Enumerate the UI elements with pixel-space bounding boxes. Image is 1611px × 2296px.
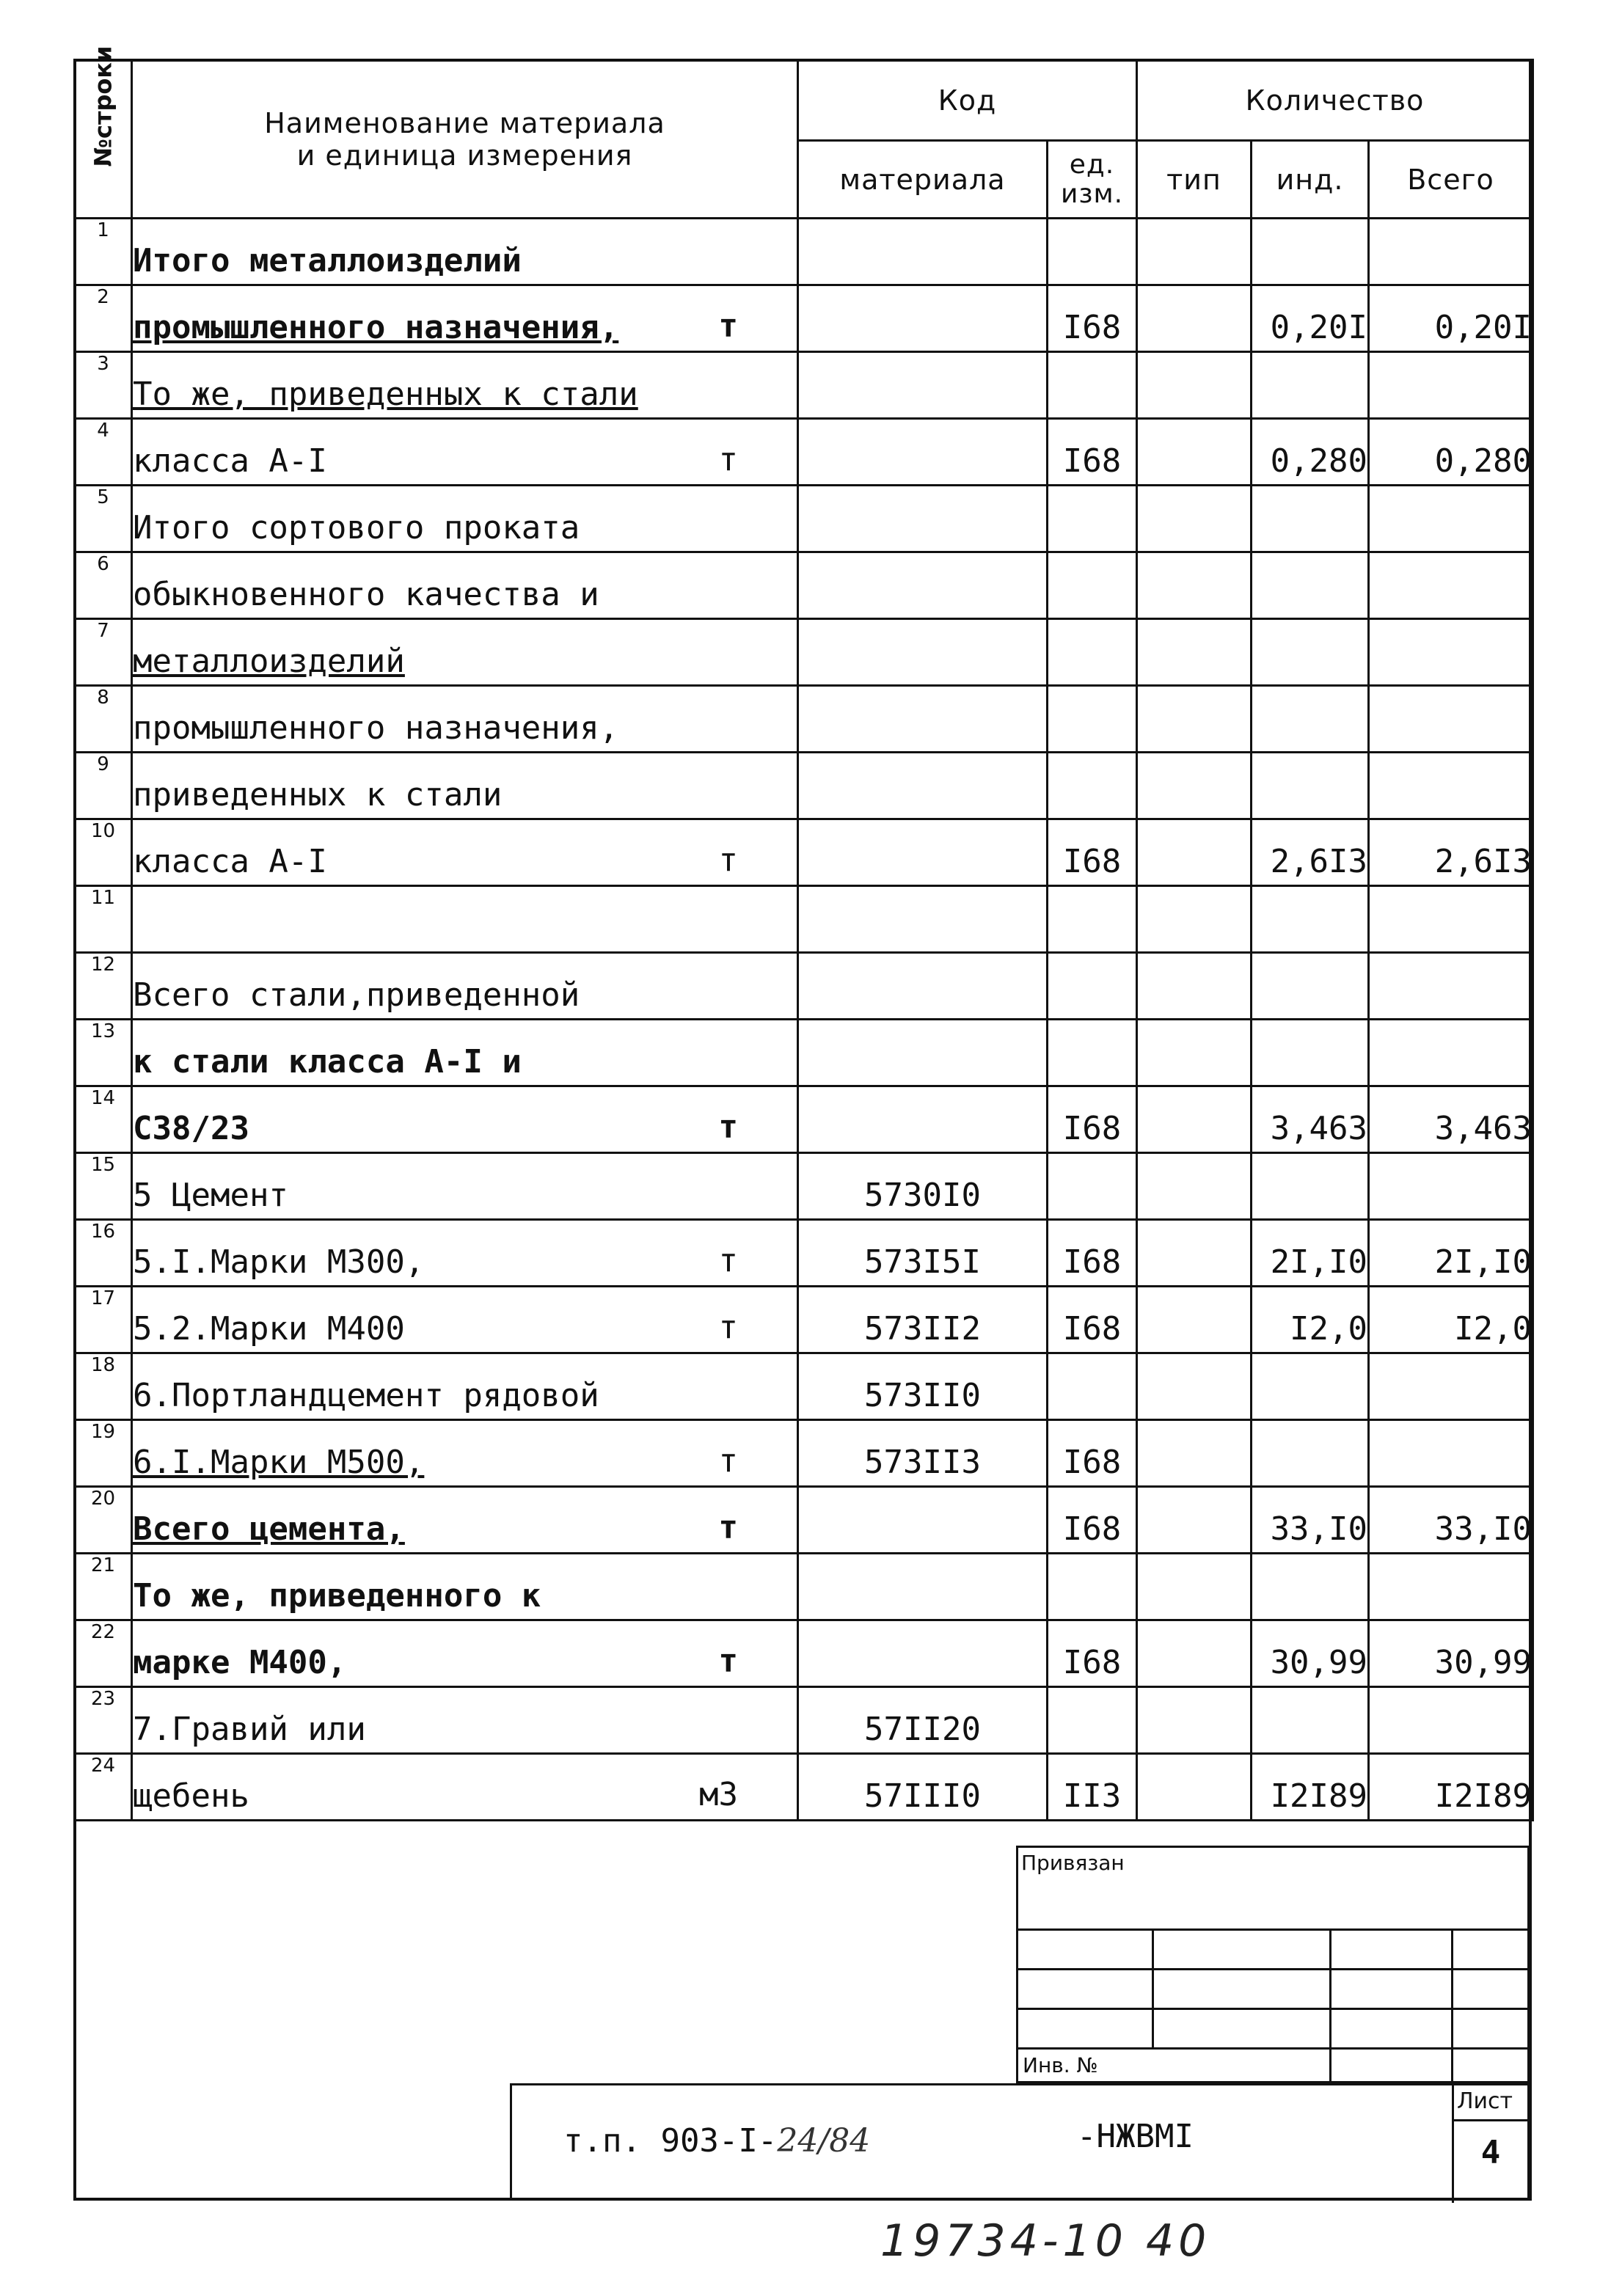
unit-symbol: т bbox=[718, 307, 738, 345]
unit-code bbox=[1048, 1353, 1137, 1420]
material-name: С38/23 bbox=[133, 1110, 249, 1147]
material-code bbox=[798, 686, 1048, 753]
total-qty bbox=[1369, 1420, 1533, 1487]
ind-qty: 2,6I3 bbox=[1252, 819, 1369, 886]
material-code bbox=[798, 886, 1048, 953]
type-qty bbox=[1137, 619, 1252, 686]
table-row bbox=[75, 953, 1533, 1020]
ind-qty bbox=[1252, 1420, 1369, 1487]
ind-qty: 3,463 bbox=[1252, 1086, 1369, 1153]
table-row bbox=[75, 1687, 1533, 1754]
type-qty bbox=[1137, 1620, 1252, 1687]
row-number: 1 bbox=[75, 219, 132, 285]
table-row bbox=[75, 1487, 1533, 1554]
table-row bbox=[75, 552, 1533, 619]
material-name: Всего стали,приведенной bbox=[133, 976, 580, 1014]
material-name: 7.Гравий или bbox=[133, 1711, 366, 1748]
material-name: обыкновенного качества и bbox=[133, 576, 599, 613]
ind-qty: 0,280 bbox=[1252, 419, 1369, 486]
table-row bbox=[75, 1420, 1533, 1487]
row-number: 22 bbox=[75, 1620, 132, 1687]
material-code: 57III0 bbox=[798, 1754, 1048, 1821]
material-name-cell bbox=[132, 486, 798, 552]
total-qty: 30,99 bbox=[1369, 1620, 1533, 1687]
material-name-cell bbox=[132, 1220, 798, 1287]
sheet-number: 4 bbox=[1480, 2134, 1501, 2171]
material-code bbox=[798, 285, 1048, 352]
type-qty bbox=[1137, 1353, 1252, 1420]
table-row bbox=[75, 1086, 1533, 1153]
material-name: То же, приведенного к bbox=[133, 1577, 541, 1615]
type-qty bbox=[1137, 686, 1252, 753]
material-name: 5.I.Марки М300, bbox=[133, 1243, 425, 1281]
material-name: щебень bbox=[133, 1777, 249, 1815]
material-code bbox=[798, 1620, 1048, 1687]
material-name-cell bbox=[132, 1353, 798, 1420]
table-row bbox=[75, 1287, 1533, 1353]
material-name: Итого металлоизделий bbox=[133, 242, 522, 279]
document-mark: -НЖВМI bbox=[1077, 2118, 1194, 2155]
ind-qty bbox=[1252, 686, 1369, 753]
material-name: к стали класса А-I и bbox=[133, 1043, 522, 1081]
material-code: 573I5I bbox=[798, 1220, 1048, 1287]
table-row bbox=[75, 1020, 1533, 1086]
material-name: 5 Цемент bbox=[133, 1177, 288, 1214]
material-code: 5730I0 bbox=[798, 1153, 1048, 1220]
material-name: класса А-I bbox=[133, 442, 327, 480]
material-name-cell bbox=[132, 352, 798, 419]
material-code bbox=[798, 1554, 1048, 1620]
unit-code bbox=[1048, 619, 1137, 686]
unit-symbol: т bbox=[718, 841, 738, 879]
unit-code bbox=[1048, 219, 1137, 285]
material-name-cell bbox=[132, 219, 798, 285]
row-number: 15 bbox=[75, 1153, 132, 1220]
ind-qty bbox=[1252, 486, 1369, 552]
material-code bbox=[798, 352, 1048, 419]
table-row bbox=[75, 619, 1533, 686]
total-qty bbox=[1369, 219, 1533, 285]
material-code bbox=[798, 419, 1048, 486]
type-qty bbox=[1137, 486, 1252, 552]
table-header bbox=[75, 45, 1533, 219]
type-qty bbox=[1137, 1420, 1252, 1487]
ind-qty bbox=[1252, 753, 1369, 819]
material-code: 57II20 bbox=[798, 1687, 1048, 1754]
row-number: 20 bbox=[75, 1487, 132, 1554]
type-qty bbox=[1137, 1754, 1252, 1821]
unit-symbol: т bbox=[718, 1642, 738, 1680]
unit-code bbox=[1048, 552, 1137, 619]
material-name: 6.I.Марки М500, bbox=[133, 1444, 425, 1481]
row-number: 6 bbox=[75, 552, 132, 619]
type-qty bbox=[1137, 1020, 1252, 1086]
material-code bbox=[798, 619, 1048, 686]
unit-code bbox=[1048, 753, 1137, 819]
ind-qty bbox=[1252, 1020, 1369, 1086]
ind-qty bbox=[1252, 1554, 1369, 1620]
unit-code bbox=[1048, 953, 1137, 1020]
material-name-cell bbox=[132, 753, 798, 819]
table-row bbox=[75, 1754, 1533, 1821]
material-name-cell bbox=[132, 953, 798, 1020]
material-code-header: материала bbox=[798, 141, 1048, 219]
unit-code bbox=[1048, 1020, 1137, 1086]
total-qty: 2I,I0 bbox=[1369, 1220, 1533, 1287]
material-name-cell bbox=[132, 1153, 798, 1220]
document-code: т.п. 903-I-24/84 bbox=[563, 2122, 871, 2160]
table-row bbox=[75, 352, 1533, 419]
unit-symbol: т bbox=[718, 1442, 738, 1480]
unit-code: I68 bbox=[1048, 285, 1137, 352]
unit-symbol: т bbox=[718, 1242, 738, 1279]
unit-symbol: т bbox=[718, 1108, 738, 1146]
materials-table bbox=[73, 45, 1534, 1821]
unit-code: I68 bbox=[1048, 1287, 1137, 1353]
name-header: Наименование материала и единица измерения bbox=[132, 60, 798, 219]
material-name-cell bbox=[132, 819, 798, 886]
ind-qty: 33,I0 bbox=[1252, 1487, 1369, 1554]
unit-symbol: т bbox=[718, 1309, 738, 1346]
unit-code bbox=[1048, 486, 1137, 552]
material-name: То же, приведенных к стали bbox=[133, 376, 638, 413]
ind-qty bbox=[1252, 953, 1369, 1020]
material-name: Итого сортового проката bbox=[133, 509, 580, 546]
table-row bbox=[75, 886, 1533, 953]
table-row bbox=[75, 285, 1533, 352]
bound-label: Привязан bbox=[1021, 1851, 1125, 1875]
table-row bbox=[75, 486, 1533, 552]
material-code bbox=[798, 753, 1048, 819]
ind-qty bbox=[1252, 552, 1369, 619]
total-qty: I2I89 bbox=[1369, 1754, 1533, 1821]
type-qty bbox=[1137, 352, 1252, 419]
material-code bbox=[798, 1020, 1048, 1086]
material-code bbox=[798, 552, 1048, 619]
type-qty bbox=[1137, 953, 1252, 1020]
total-qty bbox=[1369, 619, 1533, 686]
material-code: 573II3 bbox=[798, 1420, 1048, 1487]
total-qty bbox=[1369, 552, 1533, 619]
row-number: 18 bbox=[75, 1353, 132, 1420]
material-name-cell bbox=[132, 619, 798, 686]
table-row bbox=[75, 1220, 1533, 1287]
ind-qty bbox=[1252, 1353, 1369, 1420]
table-row bbox=[75, 1620, 1533, 1687]
ind-qty: 0,20I bbox=[1252, 285, 1369, 352]
material-name-cell bbox=[132, 1487, 798, 1554]
ind-header: инд. bbox=[1252, 141, 1369, 219]
material-name-cell bbox=[132, 1554, 798, 1620]
table-row bbox=[75, 686, 1533, 753]
unit-symbol: м3 bbox=[699, 1776, 738, 1813]
table-row bbox=[75, 419, 1533, 486]
material-name: 6.Портландцемент рядовой bbox=[133, 1377, 599, 1414]
type-qty bbox=[1137, 219, 1252, 285]
row-number: 7 bbox=[75, 619, 132, 686]
type-qty bbox=[1137, 1153, 1252, 1220]
row-number: 9 bbox=[75, 753, 132, 819]
archive-number: 19734-10 40 bbox=[880, 2215, 1211, 2267]
material-name: промышленного назначения, bbox=[133, 309, 619, 346]
total-qty bbox=[1369, 886, 1533, 953]
total-qty: 3,463 bbox=[1369, 1086, 1533, 1153]
unit-code: I68 bbox=[1048, 1487, 1137, 1554]
unit-code: I68 bbox=[1048, 1220, 1137, 1287]
material-name: марке М400, bbox=[133, 1644, 347, 1681]
ind-qty: I2,0 bbox=[1252, 1287, 1369, 1353]
total-qty: I2,0 bbox=[1369, 1287, 1533, 1353]
total-qty bbox=[1369, 1153, 1533, 1220]
material-name-cell bbox=[132, 1754, 798, 1821]
ind-qty: 30,99 bbox=[1252, 1620, 1369, 1687]
type-qty bbox=[1137, 419, 1252, 486]
ind-qty bbox=[1252, 619, 1369, 686]
material-code bbox=[798, 953, 1048, 1020]
material-name-cell bbox=[132, 285, 798, 352]
table-row bbox=[75, 1353, 1533, 1420]
row-number: 10 bbox=[75, 819, 132, 886]
material-code bbox=[798, 819, 1048, 886]
unit-code bbox=[1048, 1554, 1137, 1620]
material-name-cell bbox=[132, 1420, 798, 1487]
total-header: Всего bbox=[1369, 141, 1533, 219]
material-name-cell bbox=[132, 1620, 798, 1687]
row-number: 23 bbox=[75, 1687, 132, 1754]
binding-stamp bbox=[1016, 1846, 1530, 2083]
unit-header: ед. изм. bbox=[1048, 141, 1137, 219]
table-row bbox=[75, 753, 1533, 819]
unit-code: I68 bbox=[1048, 1620, 1137, 1687]
row-number: 8 bbox=[75, 686, 132, 753]
unit-code bbox=[1048, 1687, 1137, 1754]
unit-code: I68 bbox=[1048, 1420, 1137, 1487]
total-qty: 0,280 bbox=[1369, 419, 1533, 486]
inventory-label: Инв. № bbox=[1023, 2053, 1098, 2077]
table-body bbox=[75, 219, 1533, 1821]
material-name: металлоизделий bbox=[133, 643, 405, 680]
unit-code bbox=[1048, 686, 1137, 753]
unit-code: I68 bbox=[1048, 1086, 1137, 1153]
unit-code: I68 bbox=[1048, 419, 1137, 486]
row-number: 3 bbox=[75, 352, 132, 419]
material-code: 573II2 bbox=[798, 1287, 1048, 1353]
material-name-cell bbox=[132, 1086, 798, 1153]
total-qty bbox=[1369, 953, 1533, 1020]
total-qty bbox=[1369, 1020, 1533, 1086]
material-name: 5.2.Марки М400 bbox=[133, 1310, 405, 1348]
type-qty bbox=[1137, 1220, 1252, 1287]
type-qty bbox=[1137, 1554, 1252, 1620]
row-number: 14 bbox=[75, 1086, 132, 1153]
ind-qty bbox=[1252, 219, 1369, 285]
total-qty bbox=[1369, 686, 1533, 753]
unit-code bbox=[1048, 886, 1137, 953]
material-name-cell bbox=[132, 1020, 798, 1086]
material-code bbox=[798, 486, 1048, 552]
material-name: промышленного назначения, bbox=[133, 709, 619, 747]
material-code: 573II0 bbox=[798, 1353, 1048, 1420]
material-code bbox=[798, 1487, 1048, 1554]
material-name: Всего цемента, bbox=[133, 1510, 405, 1548]
row-number: 12 bbox=[75, 953, 132, 1020]
sheet-label: Лист bbox=[1457, 2088, 1513, 2114]
material-name: класса А-I bbox=[133, 843, 327, 880]
row-number: 13 bbox=[75, 1020, 132, 1086]
ind-qty bbox=[1252, 352, 1369, 419]
ind-qty bbox=[1252, 1153, 1369, 1220]
type-qty bbox=[1137, 1287, 1252, 1353]
row-number: 21 bbox=[75, 1554, 132, 1620]
ind-qty bbox=[1252, 1687, 1369, 1754]
unit-code bbox=[1048, 1153, 1137, 1220]
unit-code bbox=[1048, 352, 1137, 419]
ind-qty: 2I,I0 bbox=[1252, 1220, 1369, 1287]
type-qty bbox=[1137, 1086, 1252, 1153]
table-row bbox=[75, 819, 1533, 886]
total-qty bbox=[1369, 1687, 1533, 1754]
table-row bbox=[75, 1554, 1533, 1620]
total-qty: 33,I0 bbox=[1369, 1487, 1533, 1554]
table-row bbox=[75, 1153, 1533, 1220]
type-qty bbox=[1137, 819, 1252, 886]
unit-symbol: т bbox=[718, 1509, 738, 1546]
total-qty: 2,6I3 bbox=[1369, 819, 1533, 886]
unit-code: I68 bbox=[1048, 819, 1137, 886]
row-number: 24 bbox=[75, 1754, 132, 1821]
unit-code: II3 bbox=[1048, 1754, 1137, 1821]
material-code bbox=[798, 1086, 1048, 1153]
total-qty: 0,20I bbox=[1369, 285, 1533, 352]
type-qty bbox=[1137, 1687, 1252, 1754]
type-qty bbox=[1137, 552, 1252, 619]
row-number: 2 bbox=[75, 285, 132, 352]
total-qty bbox=[1369, 1554, 1533, 1620]
material-name-cell bbox=[132, 1287, 798, 1353]
ind-qty: I2I89 bbox=[1252, 1754, 1369, 1821]
type-qty bbox=[1137, 753, 1252, 819]
material-name-cell bbox=[132, 552, 798, 619]
document-title-block bbox=[510, 2083, 1530, 2201]
type-qty bbox=[1137, 285, 1252, 352]
code-header: Код bbox=[798, 60, 1137, 141]
material-name-cell bbox=[132, 886, 798, 953]
material-name: приведенных к стали bbox=[133, 776, 503, 814]
row-number-header: №строки bbox=[75, 60, 132, 219]
sheet-box bbox=[1452, 2085, 1527, 2203]
row-number: 17 bbox=[75, 1287, 132, 1353]
material-name-cell bbox=[132, 1687, 798, 1754]
row-number: 11 bbox=[75, 886, 132, 953]
row-number: 19 bbox=[75, 1420, 132, 1487]
total-qty bbox=[1369, 486, 1533, 552]
quantity-header: Количество bbox=[1137, 60, 1533, 141]
material-name-cell bbox=[132, 419, 798, 486]
total-qty bbox=[1369, 753, 1533, 819]
total-qty bbox=[1369, 352, 1533, 419]
material-name-cell bbox=[132, 686, 798, 753]
unit-symbol: т bbox=[718, 441, 738, 478]
table-row bbox=[75, 219, 1533, 285]
ind-qty bbox=[1252, 886, 1369, 953]
type-qty bbox=[1137, 886, 1252, 953]
handwritten-number: 24/84 bbox=[777, 2122, 871, 2160]
type-qty bbox=[1137, 1487, 1252, 1554]
row-number: 5 bbox=[75, 486, 132, 552]
row-number: 4 bbox=[75, 419, 132, 486]
total-qty bbox=[1369, 1353, 1533, 1420]
material-code bbox=[798, 219, 1048, 285]
type-header: тип bbox=[1137, 141, 1252, 219]
row-number: 16 bbox=[75, 1220, 132, 1287]
